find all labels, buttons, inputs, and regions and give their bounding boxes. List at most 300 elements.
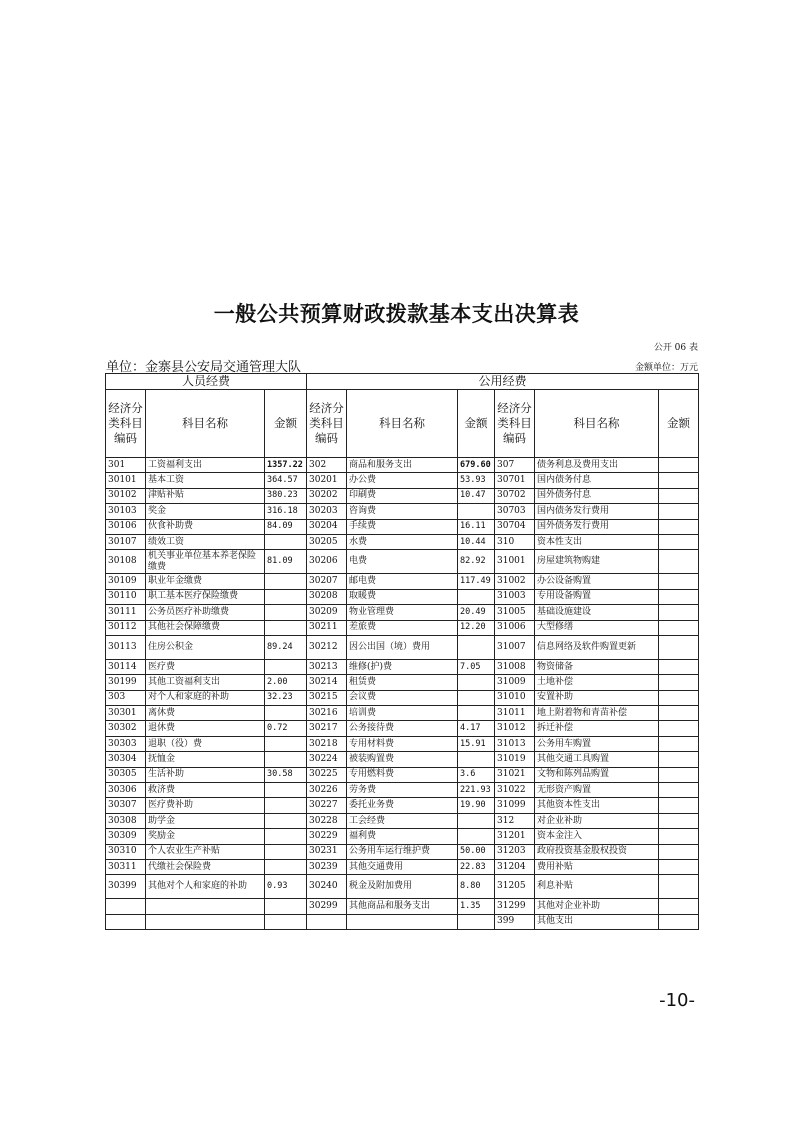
cell-name: 福利费 (347, 829, 458, 844)
cell-amount (659, 473, 699, 488)
cell-code: 30207 (307, 574, 347, 589)
cell-name: 奖励金 (146, 829, 265, 844)
cell-code: 310 (495, 534, 535, 549)
cell-code: 30302 (106, 721, 146, 736)
cell-name: 退职（役）费 (146, 736, 265, 751)
header-name: 科目名称 (347, 390, 458, 458)
cell-code: 31011 (495, 706, 535, 721)
cell-name: 对企业补助 (535, 813, 659, 828)
cell-name: 物业管理费 (347, 605, 458, 620)
cell-name: 差旅费 (347, 620, 458, 635)
table-row (106, 519, 699, 534)
group-personnel: 人员经费 (106, 374, 307, 390)
cell-name: 无形资产购置 (535, 783, 659, 798)
cell-amount: 0.72 (265, 721, 307, 736)
table-row (106, 605, 699, 620)
table-row (106, 534, 699, 549)
cell-code: 31001 (495, 550, 535, 574)
cell-amount (458, 706, 495, 721)
unit-label: 单位：金寨县公安局交通管理大队 (106, 360, 302, 375)
cell-code: 307 (495, 458, 535, 473)
cell-code: 30239 (307, 859, 347, 874)
cell-code: 31009 (495, 675, 535, 690)
cell-name: 公务接待费 (347, 721, 458, 736)
cell-name: 国外债务付息 (535, 488, 659, 503)
table-row (106, 859, 699, 874)
cell-name (146, 914, 265, 929)
cell-code: 30240 (307, 875, 347, 899)
cell-amount: 7.05 (458, 659, 495, 674)
table-row (106, 813, 699, 828)
cell-amount (659, 736, 699, 751)
cell-amount (265, 783, 307, 798)
cell-amount: 10.44 (458, 534, 495, 549)
amount-unit-label: 金额单位：万元 (634, 363, 698, 373)
cell-name: 工资福利支出 (146, 458, 265, 473)
cell-amount (265, 589, 307, 604)
cell-code: 31203 (495, 844, 535, 859)
cell-name: 公务员医疗补助缴费 (146, 605, 265, 620)
cell-name: 其他社会保障缴费 (146, 620, 265, 635)
cell-name: 债务利息及费用支出 (535, 458, 659, 473)
cell-name: 办公费 (347, 473, 458, 488)
cell-name: 商品和服务支出 (347, 458, 458, 473)
cell-code: 30110 (106, 589, 146, 604)
table-row (106, 635, 699, 659)
cell-amount: 679.60 (458, 458, 495, 473)
header-name: 科目名称 (535, 390, 659, 458)
cell-code: 31006 (495, 620, 535, 635)
cell-code: 31007 (495, 635, 535, 659)
cell-code: 31201 (495, 829, 535, 844)
cell-code: 30204 (307, 519, 347, 534)
cell-code: 30214 (307, 675, 347, 690)
cell-name: 工会经费 (347, 813, 458, 828)
cell-name: 基础设施建设 (535, 605, 659, 620)
cell-code: 30106 (106, 519, 146, 534)
cell-name: 津贴补贴 (146, 488, 265, 503)
cell-amount: 89.24 (265, 635, 307, 659)
cell-name: 劳务费 (347, 783, 458, 798)
cell-code: 30305 (106, 767, 146, 782)
cell-name: 土地补偿 (535, 675, 659, 690)
cell-amount (265, 752, 307, 767)
cell-name: 政府投资基金股权投资 (535, 844, 659, 859)
cell-name: 代缴社会保险费 (146, 859, 265, 874)
cell-amount (659, 798, 699, 813)
cell-amount (458, 589, 495, 604)
cell-amount (659, 767, 699, 782)
cell-amount (659, 859, 699, 874)
cell-code: 30226 (307, 783, 347, 798)
cell-code: 30229 (307, 829, 347, 844)
cell-amount (659, 550, 699, 574)
cell-name: 抚恤金 (146, 752, 265, 767)
cell-code: 30701 (495, 473, 535, 488)
cell-amount: 2.00 (265, 675, 307, 690)
cell-amount (659, 605, 699, 620)
cell-amount: 22.83 (458, 859, 495, 874)
cell-code: 30231 (307, 844, 347, 859)
cell-amount (659, 813, 699, 828)
cell-code: 30108 (106, 550, 146, 574)
expenditure-table (105, 373, 699, 930)
cell-code: 30309 (106, 829, 146, 844)
cell-code: 30218 (307, 736, 347, 751)
cell-amount: 0.93 (265, 875, 307, 899)
cell-name: 房屋建筑物购建 (535, 550, 659, 574)
cell-name: 拆迁补偿 (535, 721, 659, 736)
cell-code (106, 914, 146, 929)
cell-name: 信息网络及软件购置更新 (535, 635, 659, 659)
cell-name: 手续费 (347, 519, 458, 534)
cell-amount: 32.23 (265, 690, 307, 705)
cell-name: 税金及附加费用 (347, 875, 458, 899)
table-row (106, 488, 699, 503)
cell-amount: 15.91 (458, 736, 495, 751)
cell-amount (659, 875, 699, 899)
cell-code: 312 (495, 813, 535, 828)
cell-amount: 30.58 (265, 767, 307, 782)
cell-name: 国内债务付息 (535, 473, 659, 488)
cell-code: 30228 (307, 813, 347, 828)
cell-code: 30211 (307, 620, 347, 635)
cell-code: 31005 (495, 605, 535, 620)
cell-amount (659, 752, 699, 767)
cell-name: 其他商品和服务支出 (347, 899, 458, 914)
cell-code: 30203 (307, 504, 347, 519)
table-row (106, 844, 699, 859)
cell-code: 30310 (106, 844, 146, 859)
cell-amount: 16.11 (458, 519, 495, 534)
cell-code: 30103 (106, 504, 146, 519)
cell-code: 30112 (106, 620, 146, 635)
cell-amount (659, 914, 699, 929)
header-code: 经济分类科目编码 (106, 390, 146, 458)
cell-amount (265, 844, 307, 859)
cell-code: 31019 (495, 752, 535, 767)
cell-amount (659, 829, 699, 844)
cell-name: 安置补助 (535, 690, 659, 705)
cell-amount: 84.09 (265, 519, 307, 534)
cell-code: 31299 (495, 899, 535, 914)
cell-code (307, 914, 347, 929)
cell-code: 30208 (307, 589, 347, 604)
cell-code: 31204 (495, 859, 535, 874)
cell-name: 其他交通费用 (347, 859, 458, 874)
cell-amount (458, 829, 495, 844)
cell-amount: 19.90 (458, 798, 495, 813)
cell-name: 其他资本性支出 (535, 798, 659, 813)
cell-amount (659, 659, 699, 674)
cell-name: 公务用车运行维护费 (347, 844, 458, 859)
table-row (106, 659, 699, 674)
cell-code: 30702 (495, 488, 535, 503)
cell-code: 30101 (106, 473, 146, 488)
cell-amount (659, 706, 699, 721)
cell-amount: 364.57 (265, 473, 307, 488)
cell-code: 30303 (106, 736, 146, 751)
cell-code: 30299 (307, 899, 347, 914)
cell-code: 31022 (495, 783, 535, 798)
cell-name: 职业年金缴费 (146, 574, 265, 589)
cell-amount (265, 829, 307, 844)
cell-amount: 8.80 (458, 875, 495, 899)
cell-name: 物资储备 (535, 659, 659, 674)
cell-amount (659, 519, 699, 534)
cell-code: 30227 (307, 798, 347, 813)
cell-name: 生活补助 (146, 767, 265, 782)
cell-name: 对个人和家庭的补助 (146, 690, 265, 705)
cell-name: 专用材料费 (347, 736, 458, 751)
header-code: 经济分类科目编码 (495, 390, 535, 458)
cell-amount (265, 659, 307, 674)
cell-name: 资本性支出 (535, 534, 659, 549)
table-row (106, 458, 699, 473)
cell-code: 30306 (106, 783, 146, 798)
cell-amount: 53.93 (458, 473, 495, 488)
cell-name: 其他对企业补助 (535, 899, 659, 914)
form-number: 公开 06 表 (653, 343, 698, 353)
cell-code: 30107 (106, 534, 146, 549)
cell-amount: 4.17 (458, 721, 495, 736)
table-row (106, 473, 699, 488)
cell-amount (659, 589, 699, 604)
cell-code: 30111 (106, 605, 146, 620)
cell-code: 30308 (106, 813, 146, 828)
cell-code: 30304 (106, 752, 146, 767)
cell-code: 30704 (495, 519, 535, 534)
table-row (106, 736, 699, 751)
table-row (106, 783, 699, 798)
cell-name: 电费 (347, 550, 458, 574)
cell-code: 30205 (307, 534, 347, 549)
cell-code: 31003 (495, 589, 535, 604)
cell-amount (659, 458, 699, 473)
table-row (106, 899, 699, 914)
cell-code: 302 (307, 458, 347, 473)
cell-name: 委托业务费 (347, 798, 458, 813)
cell-amount (659, 721, 699, 736)
cell-code: 30301 (106, 706, 146, 721)
table-row (106, 767, 699, 782)
cell-amount (659, 504, 699, 519)
cell-name: 因公出国（境）费用 (347, 635, 458, 659)
cell-code: 30213 (307, 659, 347, 674)
cell-name: 利息补贴 (535, 875, 659, 899)
cell-amount: 10.47 (458, 488, 495, 503)
cell-name: 职工基本医疗保险缴费 (146, 589, 265, 604)
cell-name: 大型修缮 (535, 620, 659, 635)
cell-name: 被装购置费 (347, 752, 458, 767)
cell-name: 公务用车购置 (535, 736, 659, 751)
cell-code: 30212 (307, 635, 347, 659)
cell-name: 水费 (347, 534, 458, 549)
cell-code: 30114 (106, 659, 146, 674)
cell-name: 其他对个人和家庭的补助 (146, 875, 265, 899)
cell-name: 取暖费 (347, 589, 458, 604)
cell-amount: 117.49 (458, 574, 495, 589)
header-amount: 金额 (458, 390, 495, 458)
cell-name: 文物和陈列品购置 (535, 767, 659, 782)
cell-name: 国内债务发行费用 (535, 504, 659, 519)
group-public: 公用经费 (307, 374, 699, 390)
cell-amount (659, 574, 699, 589)
table-row (106, 550, 699, 574)
cell-code: 31008 (495, 659, 535, 674)
cell-amount: 3.6 (458, 767, 495, 782)
cell-amount (265, 534, 307, 549)
cell-amount: 316.18 (265, 504, 307, 519)
cell-code: 30109 (106, 574, 146, 589)
cell-amount: 20.49 (458, 605, 495, 620)
cell-code: 31002 (495, 574, 535, 589)
cell-name: 绩效工资 (146, 534, 265, 549)
cell-amount: 221.93 (458, 783, 495, 798)
cell-name: 离休费 (146, 706, 265, 721)
cell-amount (265, 859, 307, 874)
cell-amount (458, 813, 495, 828)
cell-amount (265, 736, 307, 751)
cell-name: 基本工资 (146, 473, 265, 488)
table-row (106, 574, 699, 589)
table-row (106, 798, 699, 813)
cell-name: 退休费 (146, 721, 265, 736)
header-amount: 金额 (659, 390, 699, 458)
cell-amount (659, 635, 699, 659)
table-row (106, 620, 699, 635)
cell-name: 机关事业单位基本养老保险缴费 (146, 550, 265, 574)
cell-amount (265, 706, 307, 721)
cell-name: 邮电费 (347, 574, 458, 589)
cell-name: 其他支出 (535, 914, 659, 929)
cell-amount (458, 690, 495, 705)
cell-amount: 380.23 (265, 488, 307, 503)
cell-code (106, 899, 146, 914)
cell-code: 30307 (106, 798, 146, 813)
cell-code: 30206 (307, 550, 347, 574)
cell-amount (659, 675, 699, 690)
header-name: 科目名称 (146, 390, 265, 458)
cell-amount: 12.20 (458, 620, 495, 635)
table-row (106, 914, 699, 929)
cell-amount (659, 690, 699, 705)
cell-code: 30224 (307, 752, 347, 767)
cell-amount (458, 504, 495, 519)
cell-amount (265, 605, 307, 620)
table-row (106, 829, 699, 844)
cell-code: 31010 (495, 690, 535, 705)
cell-amount: 81.09 (265, 550, 307, 574)
cell-name: 租赁费 (347, 675, 458, 690)
cell-code: 30113 (106, 635, 146, 659)
cell-name: 其他交通工具购置 (535, 752, 659, 767)
cell-amount (265, 813, 307, 828)
table-row (106, 589, 699, 604)
cell-amount (265, 620, 307, 635)
cell-amount: 1.35 (458, 899, 495, 914)
cell-code: 30209 (307, 605, 347, 620)
cell-name: 费用补贴 (535, 859, 659, 874)
cell-amount (458, 635, 495, 659)
cell-name (347, 914, 458, 929)
cell-name: 专用燃料费 (347, 767, 458, 782)
cell-name: 会议费 (347, 690, 458, 705)
cell-amount (265, 574, 307, 589)
cell-amount (265, 899, 307, 914)
cell-code: 30102 (106, 488, 146, 503)
cell-name: 资本金注入 (535, 829, 659, 844)
cell-code: 30217 (307, 721, 347, 736)
cell-name: 救济费 (146, 783, 265, 798)
cell-amount (659, 844, 699, 859)
cell-amount (458, 914, 495, 929)
cell-name: 助学金 (146, 813, 265, 828)
cell-code: 30399 (106, 875, 146, 899)
header-code: 经济分类科目编码 (307, 390, 347, 458)
cell-code: 30703 (495, 504, 535, 519)
cell-code: 30202 (307, 488, 347, 503)
cell-code: 301 (106, 458, 146, 473)
cell-code: 30215 (307, 690, 347, 705)
cell-amount (659, 534, 699, 549)
cell-code: 31021 (495, 767, 535, 782)
cell-name: 住房公积金 (146, 635, 265, 659)
table-row (106, 690, 699, 705)
cell-code: 31013 (495, 736, 535, 751)
cell-name: 办公设备购置 (535, 574, 659, 589)
page-title: 一般公共预算财政拨款基本支出决算表 (213, 301, 580, 326)
page-number: -10- (659, 990, 695, 1011)
cell-amount (458, 752, 495, 767)
cell-name: 伙食补助费 (146, 519, 265, 534)
table-row (106, 706, 699, 721)
header-amount: 金额 (265, 390, 307, 458)
cell-amount: 1357.22 (265, 458, 307, 473)
cell-code: 30225 (307, 767, 347, 782)
table-row (106, 675, 699, 690)
cell-code: 303 (106, 690, 146, 705)
cell-name: 个人农业生产补贴 (146, 844, 265, 859)
cell-name: 奖金 (146, 504, 265, 519)
cell-name (146, 899, 265, 914)
cell-name: 国外债务发行费用 (535, 519, 659, 534)
table-row (106, 504, 699, 519)
cell-amount (265, 798, 307, 813)
cell-name: 地上附着物和青苗补偿 (535, 706, 659, 721)
cell-amount (659, 620, 699, 635)
cell-amount: 82.92 (458, 550, 495, 574)
cell-code: 399 (495, 914, 535, 929)
cell-name: 印刷费 (347, 488, 458, 503)
cell-amount (659, 488, 699, 503)
cell-name: 医疗费 (146, 659, 265, 674)
cell-code: 30201 (307, 473, 347, 488)
table-row (106, 752, 699, 767)
cell-name: 培训费 (347, 706, 458, 721)
cell-amount: 50.00 (458, 844, 495, 859)
cell-name: 专用设备购置 (535, 589, 659, 604)
cell-code: 31205 (495, 875, 535, 899)
cell-name: 其他工资福利支出 (146, 675, 265, 690)
table-row (106, 875, 699, 899)
cell-code: 30199 (106, 675, 146, 690)
table-row (106, 721, 699, 736)
cell-code: 30311 (106, 859, 146, 874)
table-body (106, 458, 699, 930)
cell-amount (659, 899, 699, 914)
cell-code: 31012 (495, 721, 535, 736)
